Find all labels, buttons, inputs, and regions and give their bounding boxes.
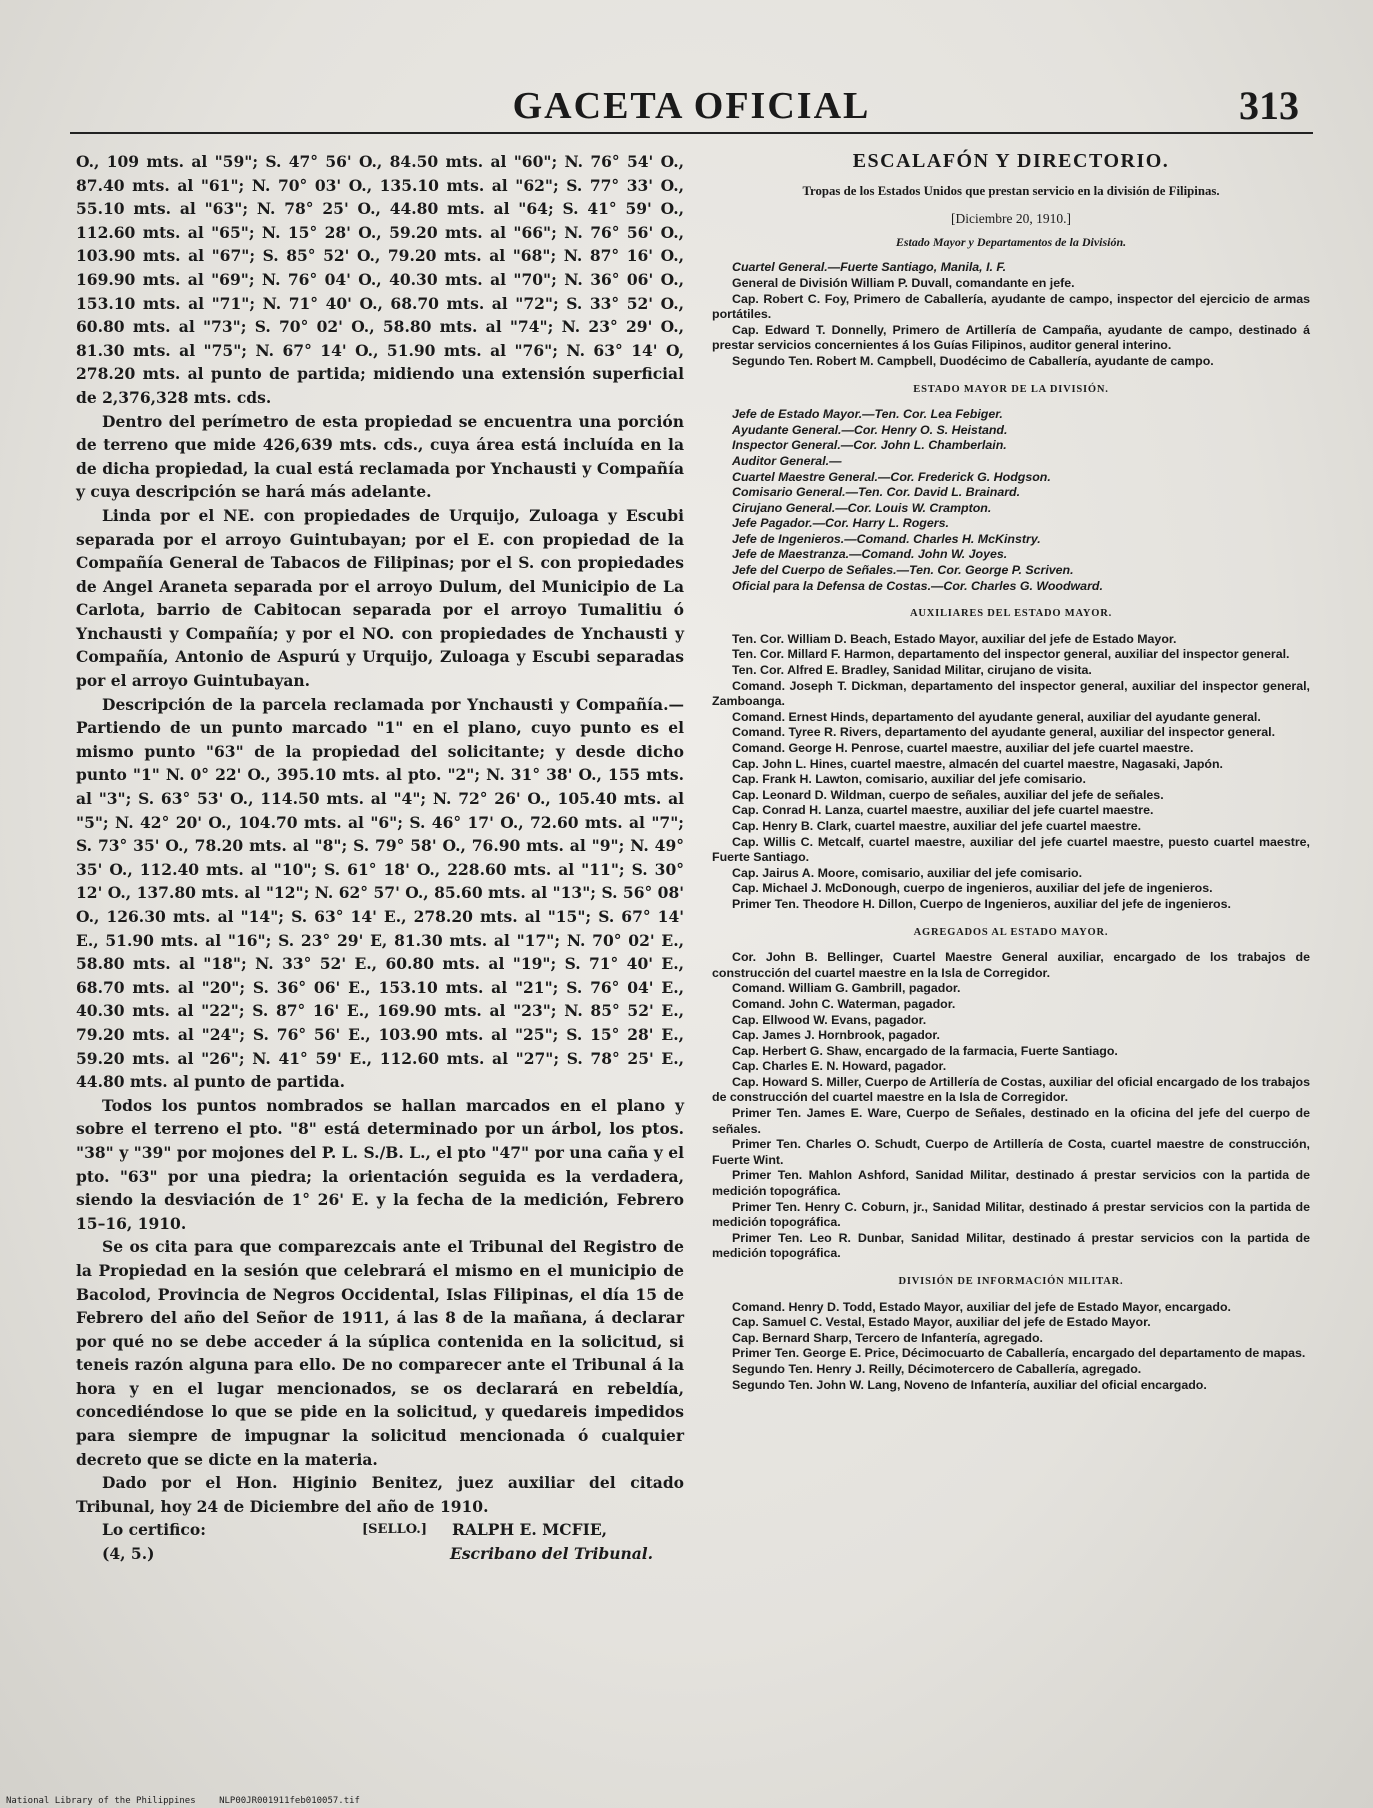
gazette-title: GACETA OFICIAL [512,85,871,127]
signature-row-2 [76,1542,684,1566]
auxiliar-entry: Ten. Cor. Alfred E. Bradley, Sanidad Militar, cirujano de visita. [732,663,1092,678]
footer-library: National Library of the Philippines [6,1796,196,1806]
auxiliar-entry: Comand. Joseph T. Dickman, departamento del inspector general, auxiliar del inspector general, Zamboanga. [712,678,1310,709]
informacion-entry: Primer Ten. George E. Price, Décimocuarto de Caballería, encargado del departamento de mapas. [732,1346,1306,1361]
agregado-entry: Comand. William G. Gambrill, pagador. [732,981,961,996]
agregado-entry: Comand. John C. Waterman, pagador. [732,996,956,1011]
staff-entry: Cuartel General.—Fuerte Santiago, Manila, I. F. [732,260,1007,275]
staff-entry: Segundo Ten. Robert M. Campbell, Duodécimo de Caballería, ayudante de campo. [732,353,1214,368]
agregado-entry: Primer Ten. Charles O. Schudt, Cuerpo de Artillería de Costa, cuartel maestre de construcción, Fuerte Wint. [712,1137,1310,1167]
paragraph-points: Todos los puntos nombrados se hallan marcados en el plano y sobre el terreno el pto. "8" está determinado por un árbol, los ptos. "38" y "39" por mojones del P. L. S./B. L., el pto "47" por una caña y el pto. "63" por una piedra; la orientación seguida es la verdadera, siendo la desviación de 1° 26' E. y la fecha de la medición, Febrero 15–16, 1910. [76,1095,684,1233]
auxiliar-entry: Cap. Henry B. Clark, cuartel maestre, auxiliar del jefe cuartel maestre. [732,818,1142,833]
auxiliar-entry: Cap. Frank H. Lawton, comisario, auxiliar del jefe comisario. [732,772,1086,787]
section-heading-auxiliares: AUXILIARES DEL ESTADO MAYOR. [909,608,1113,620]
estado-mayor-entry: Ayudante General.—Cor. Henry O. S. Heistand. [732,422,1008,437]
auxiliar-entry: Comand. Tyree R. Rivers, departamento del ayudante general, auxiliar del inspector general. [732,725,1276,740]
paragraph-perimeter: Dentro del perímetro de esta propiedad se encuentra una porción de terreno que mide 426,639 mts. cds., cuya área está incluída en la de dicha propiedad, la cual está reclamada por Ynchausti y Compañía y cuya descripción se hará más adelante. [76,411,684,502]
page-header [70,80,1313,134]
directory-title: ESCALAFÓN Y DIRECTORIO. [852,150,1170,172]
auxiliar-entry: Ten. Cor. Millard F. Harmon, departamento del inspector general, auxiliar del inspector general. [732,647,1290,662]
estado-mayor-entry: Jefe de Ingenieros.—Comand. Charles H. McKinstry. [732,531,1041,546]
estado-mayor-entry: Jefe de Maestranza.—Comand. John W. Joyes. [732,547,1008,562]
certify-label: Lo certifico: [102,1520,206,1540]
signer-title: Escribano del Tribunal. [450,1544,654,1564]
section-heading-staff: Estado Mayor y Departamentos de la División. [895,234,1127,249]
directory-date: [Diciembre 20, 1910.] [951,211,1071,227]
informacion-entry: Segundo Ten. John W. Lang, Noveno de Infantería, auxiliar del oficial encargado. [732,1377,1207,1392]
auxiliar-entry: Ten. Cor. William D. Beach, Estado Mayor, auxiliar del jefe de Estado Mayor. [732,631,1177,646]
agregado-entry: Cor. John B. Bellinger, Cuartel Maestre General auxiliar, encargado de los trabajos de construcción del cuartel maestre en la Isla de Corregidor. [712,950,1310,980]
signature-row [76,1518,684,1542]
agregado-entry: Primer Ten. Mahlon Ashford, Sanidad Militar, destinado á prestar servicios con la partida de medición topográfica. [712,1168,1310,1199]
signer-name: RALPH E. MCFIE, [452,1520,608,1540]
agregado-entry: Primer Ten. Leo R. Dunbar, Sanidad Militar, destinado á prestar servicios con la partida de medición topográfica. [712,1230,1310,1261]
agregado-entry: Cap. James J. Hornbrook, pagador. [732,1028,940,1043]
estado-mayor-entry: Cuartel Maestre General.—Cor. Frederick G. Hodgson. [732,469,1051,484]
informacion-entry: Comand. Henry D. Todd, Estado Mayor, auxiliar del jefe de Estado Mayor, encargado. [732,1299,1231,1314]
auxiliar-entry: Cap. Willis C. Metcalf, cuartel maestre, auxiliar del jefe cuartel maestre, puesto cuartel maestre, Fuerte Santiago. [712,834,1310,865]
paragraph-citation: Se os cita para que comparezcais ante el Tribunal del Registro de la Propiedad en la sesión que celebrará el mismo en el municipio de Bacolod, Provincia de Negros Occidental, Islas Filipinas, el día 15 de Febrero del año del Señor de 1911, á las 8 de la mañana, á declarar por qué no se debe acceder á la súplica contenida en la solicitud, si teneis razón alguna para ello. De no comparecer ante el Tribunal á la hora y en el lugar mencionados, se os declarará en rebeldía, concediéndose lo que se pide en la solicitud, y quedareis impedidos para siempre de impugnar la solicitud mencionada ó cualquier decreto que se dicte en la materia. [76,1237,684,1469]
page-number: 313 [1239,83,1299,128]
estado-mayor-entry: Jefe Pagador.—Cor. Harry L. Rogers. [732,516,949,531]
informacion-entry: Cap. Samuel C. Vestal, Estado Mayor, auxiliar del jefe de Estado Mayor. [732,1315,1151,1330]
auxiliar-entry: Cap. Leonard D. Wildman, cuerpo de señales, auxiliar del jefe de señales. [732,787,1164,802]
staff-entry: General de División William P. Duvall, comandante en jefe. [732,275,1075,290]
estado-mayor-entry: Jefe del Cuerpo de Señales.—Ten. Cor. George P. Scriven. [732,563,1074,578]
auxiliar-entry: Cap. Michael J. McDonough, cuerpo de ingenieros, auxiliar del jefe de ingenieros. [732,881,1213,896]
paragraph-given-by: Dado por el Hon. Higinio Benitez, juez auxiliar del citado Tribunal, hoy 24 de Diciembre del año de 1910. [76,1473,684,1516]
estado-mayor-entry: Jefe de Estado Mayor.—Ten. Cor. Lea Febiger. [732,407,1003,422]
staff-entry: Cap. Edward T. Donnelly, Primero de Artillería de Campaña, ayudante de campo, destinado á prestar servicios concernientes á los Guías Filipinos, auditor general interino. [712,322,1310,353]
section-heading-informacion: DIVISIÓN DE INFORMACIÓN MILITAR. [898,1276,1124,1287]
agregado-entry: Cap. Howard S. Miller, Cuerpo de Artillería de Costas, auxiliar del oficial encargado de los trabajos de construcción del cuartel maestre en la Isla de Corregidor. [712,1074,1310,1105]
agregado-entry: Cap. Charles E. N. Howard, pagador. [732,1059,947,1074]
auxiliar-entry: Comand. Ernest Hinds, departamento del ayudante general, auxiliar del ayudante general. [732,709,1261,724]
right-column [712,150,1310,1393]
informacion-entry: Segundo Ten. Henry J. Reilly, Décimotercero de Caballería, agregado. [732,1361,1142,1376]
directory-subtitle: Tropas de los Estados Unidos que prestan servicio en la división de Filipinas. [802,183,1220,198]
estado-mayor-entry: Oficial para la Defensa de Costas.—Cor. Charles G. Woodward. [732,578,1103,593]
section-heading-agregados: AGREGADOS AL ESTADO MAYOR. [913,926,1109,938]
estado-mayor-entry: Inspector General.—Cor. John L. Chamberlain. [732,438,1007,453]
paragraph-bearings-continued: O., 109 mts. al "59"; S. 47° 56' O., 84.50 mts. al "60"; N. 76° 54' O., 87.40 mts. al "61"; N. 70° 03' O., 135.10 mts. al "62"; S. 77° 33' O., 55.10 mts. al "63"; N. 78° 25' O., 44.80 mts. al "64; S. 41° 59' O., 112.60 mts. al "65"; N. 15° 28' O., 59.20 mts. al "66"; N. 76° 56' O., 103.90 mts. al "67"; S. 85° 52' O., 79.20 mts. al "68"; N. 87° 16' O., 169.90 mts. al "69"; N. 76° 04' O., 40.30 mts. al "70"; N. 36° 06' O., 153.10 mts. al "71"; N. 71° 40' O., 68.70 mts. al "72"; S. 33° 52' O., 60.80 mts. al "73"; S. 70° 02' O., 58.80 mts. al "74"; N. 23° 29' O., 81.30 mts. al "75"; N. 67° 14' O., 51.90 mts. al "76"; N. 63° 14' O, 278.20 mts. al punto de partida; midiendo una extensión superficial de 2,376,328 mts. cds. [76,152,684,407]
left-column [76,150,684,1566]
section-heading-estado-mayor: ESTADO MAYOR DE LA DIVISIÓN. [913,383,1109,395]
paragraph-boundaries: Linda por el NE. con propiedades de Urquijo, Zuloaga y Escubi separada por el arroyo Guintubayan; por el E. con propiedad de la Compañía General de Tabacos de Filipinas; por el S. con propiedades de Angel Araneta separada por el arroyo Dulum, del Municipio de La Carlota, barrio de Cabitocan separada por el arroyo Tumalitiu ó Ynchausti y Compañía; y por el NO. con propiedades de Ynchausti y Compañía, Antonio de Aspurú y Urquijo, Zuloaga y Escubi separadas por el arroyo Guintubayan. [76,505,684,691]
auxiliar-entry: Cap. John L. Hines, cuartel maestre, almacén del cuartel maestre, Nagasaki, Japón. [732,756,1224,771]
auxiliar-entry: Primer Ten. Theodore H. Dillon, Cuerpo de Ingenieros, auxiliar del jefe de ingenieros. [732,896,1231,911]
agregado-entry: Cap. Ellwood W. Evans, pagador. [732,1012,927,1027]
staff-entry: Cap. Robert C. Foy, Primero de Caballería, ayudante de campo, inspector del ejercicio de armas portátiles. [712,291,1310,322]
agregado-entry: Primer Ten. Henry C. Coburn, jr., Sanidad Militar, destinado á prestar servicios con la partida de medición topográfica. [712,1199,1310,1230]
footer-file: NLP00JR001911feb010057.tif [219,1796,360,1806]
auxiliar-entry: Comand. George H. Penrose, cuartel maestre, auxiliar del jefe cuartel maestre. [732,741,1194,755]
estado-mayor-entry: Auditor General.— [732,453,842,468]
estado-mayor-entry: Cirujano General.—Cor. Louis W. Crampton. [732,500,992,515]
paragraph-parcel-description: Descripción de la parcela reclamada por Ynchausti y Compañía.—Partiendo de un punto marcado "1" en el plano, cuyo punto es el mismo punto "63" de la propiedad del solicitante; y desde dicho punto "1" N. 0° 22' O., 395.10 mts. al pto. "2"; N. 31° 38' O., 155 mts. al "3"; S. 63° 53' O., 114.50 mts. al "4"; N. 72° 26' O., 105.40 mts. al "5"; N. 42° 20' O., 104.70 mts. al "6"; S. 46° 17' O., 72.60 mts. al "7"; S. 73° 35' O., 78.20 mts. al "8"; S. 79° 58' O., 76.90 mts. al "9"; N. 49° 35' O., 112.40 mts. al "10"; S. 61° 18' O., 228.60 mts. al "11"; S. 30° 12' O., 137.80 mts. al "12"; N. 62° 57' O., 85.60 mts. al "13"; S. 56° 08' O., 126.30 mts. al "14"; S. 63° 14' E., 278.20 mts. al "15"; S. 67° 14' E., 51.90 mts. al "16"; S. 23° 29' E, 81.30 mts. al "17"; N. 70° 02' E., 58.80 mts. al "18"; N. 33° 52' E., 60.80 mts. al "19"; S. 71° 40' E., 68.70 mts. al "20"; S. 36° 06' E., 153.10 mts. al "21"; S. 76° 04' E., 40.30 mts. al "22"; S. 87° 16' E., 169.90 mts. al "23"; N. 85° 52' E., 79.20 mts. al "24"; S. 76° 56' E., 103.90 mts. al "25"; S. 15° 28' E., 59.20 mts. al "26"; N. 41° 59' E., 112.60 mts. al "27"; S. 78° 25' E., 44.80 mts. al punto de partida. [76,694,684,1092]
scan-footer [6,1796,378,1806]
informacion-entry: Cap. Bernard Sharp, Tercero de Infantería, agregado. [732,1330,1043,1345]
auxiliar-entry: Cap. Conrad H. Lanza, cuartel maestre, auxiliar del jefe cuartel maestre. [732,803,1154,818]
seal-mark: [SELLO.] [362,1522,427,1538]
auxiliar-entry: Cap. Jairus A. Moore, comisario, auxiliar del jefe comisario. [732,865,1083,880]
agregado-entry: Primer Ten. James E. Ware, Cuerpo de Señales, destinado en la oficina del jefe del cuerpo de señales. [712,1106,1310,1136]
estado-mayor-entry: Comisario General.—Ten. Cor. David L. Brainard. [732,485,1021,500]
issue-reference: (4, 5.) [102,1544,155,1564]
agregado-entry: Cap. Herbert G. Shaw, encargado de la farmacia, Fuerte Santiago. [732,1043,1118,1058]
